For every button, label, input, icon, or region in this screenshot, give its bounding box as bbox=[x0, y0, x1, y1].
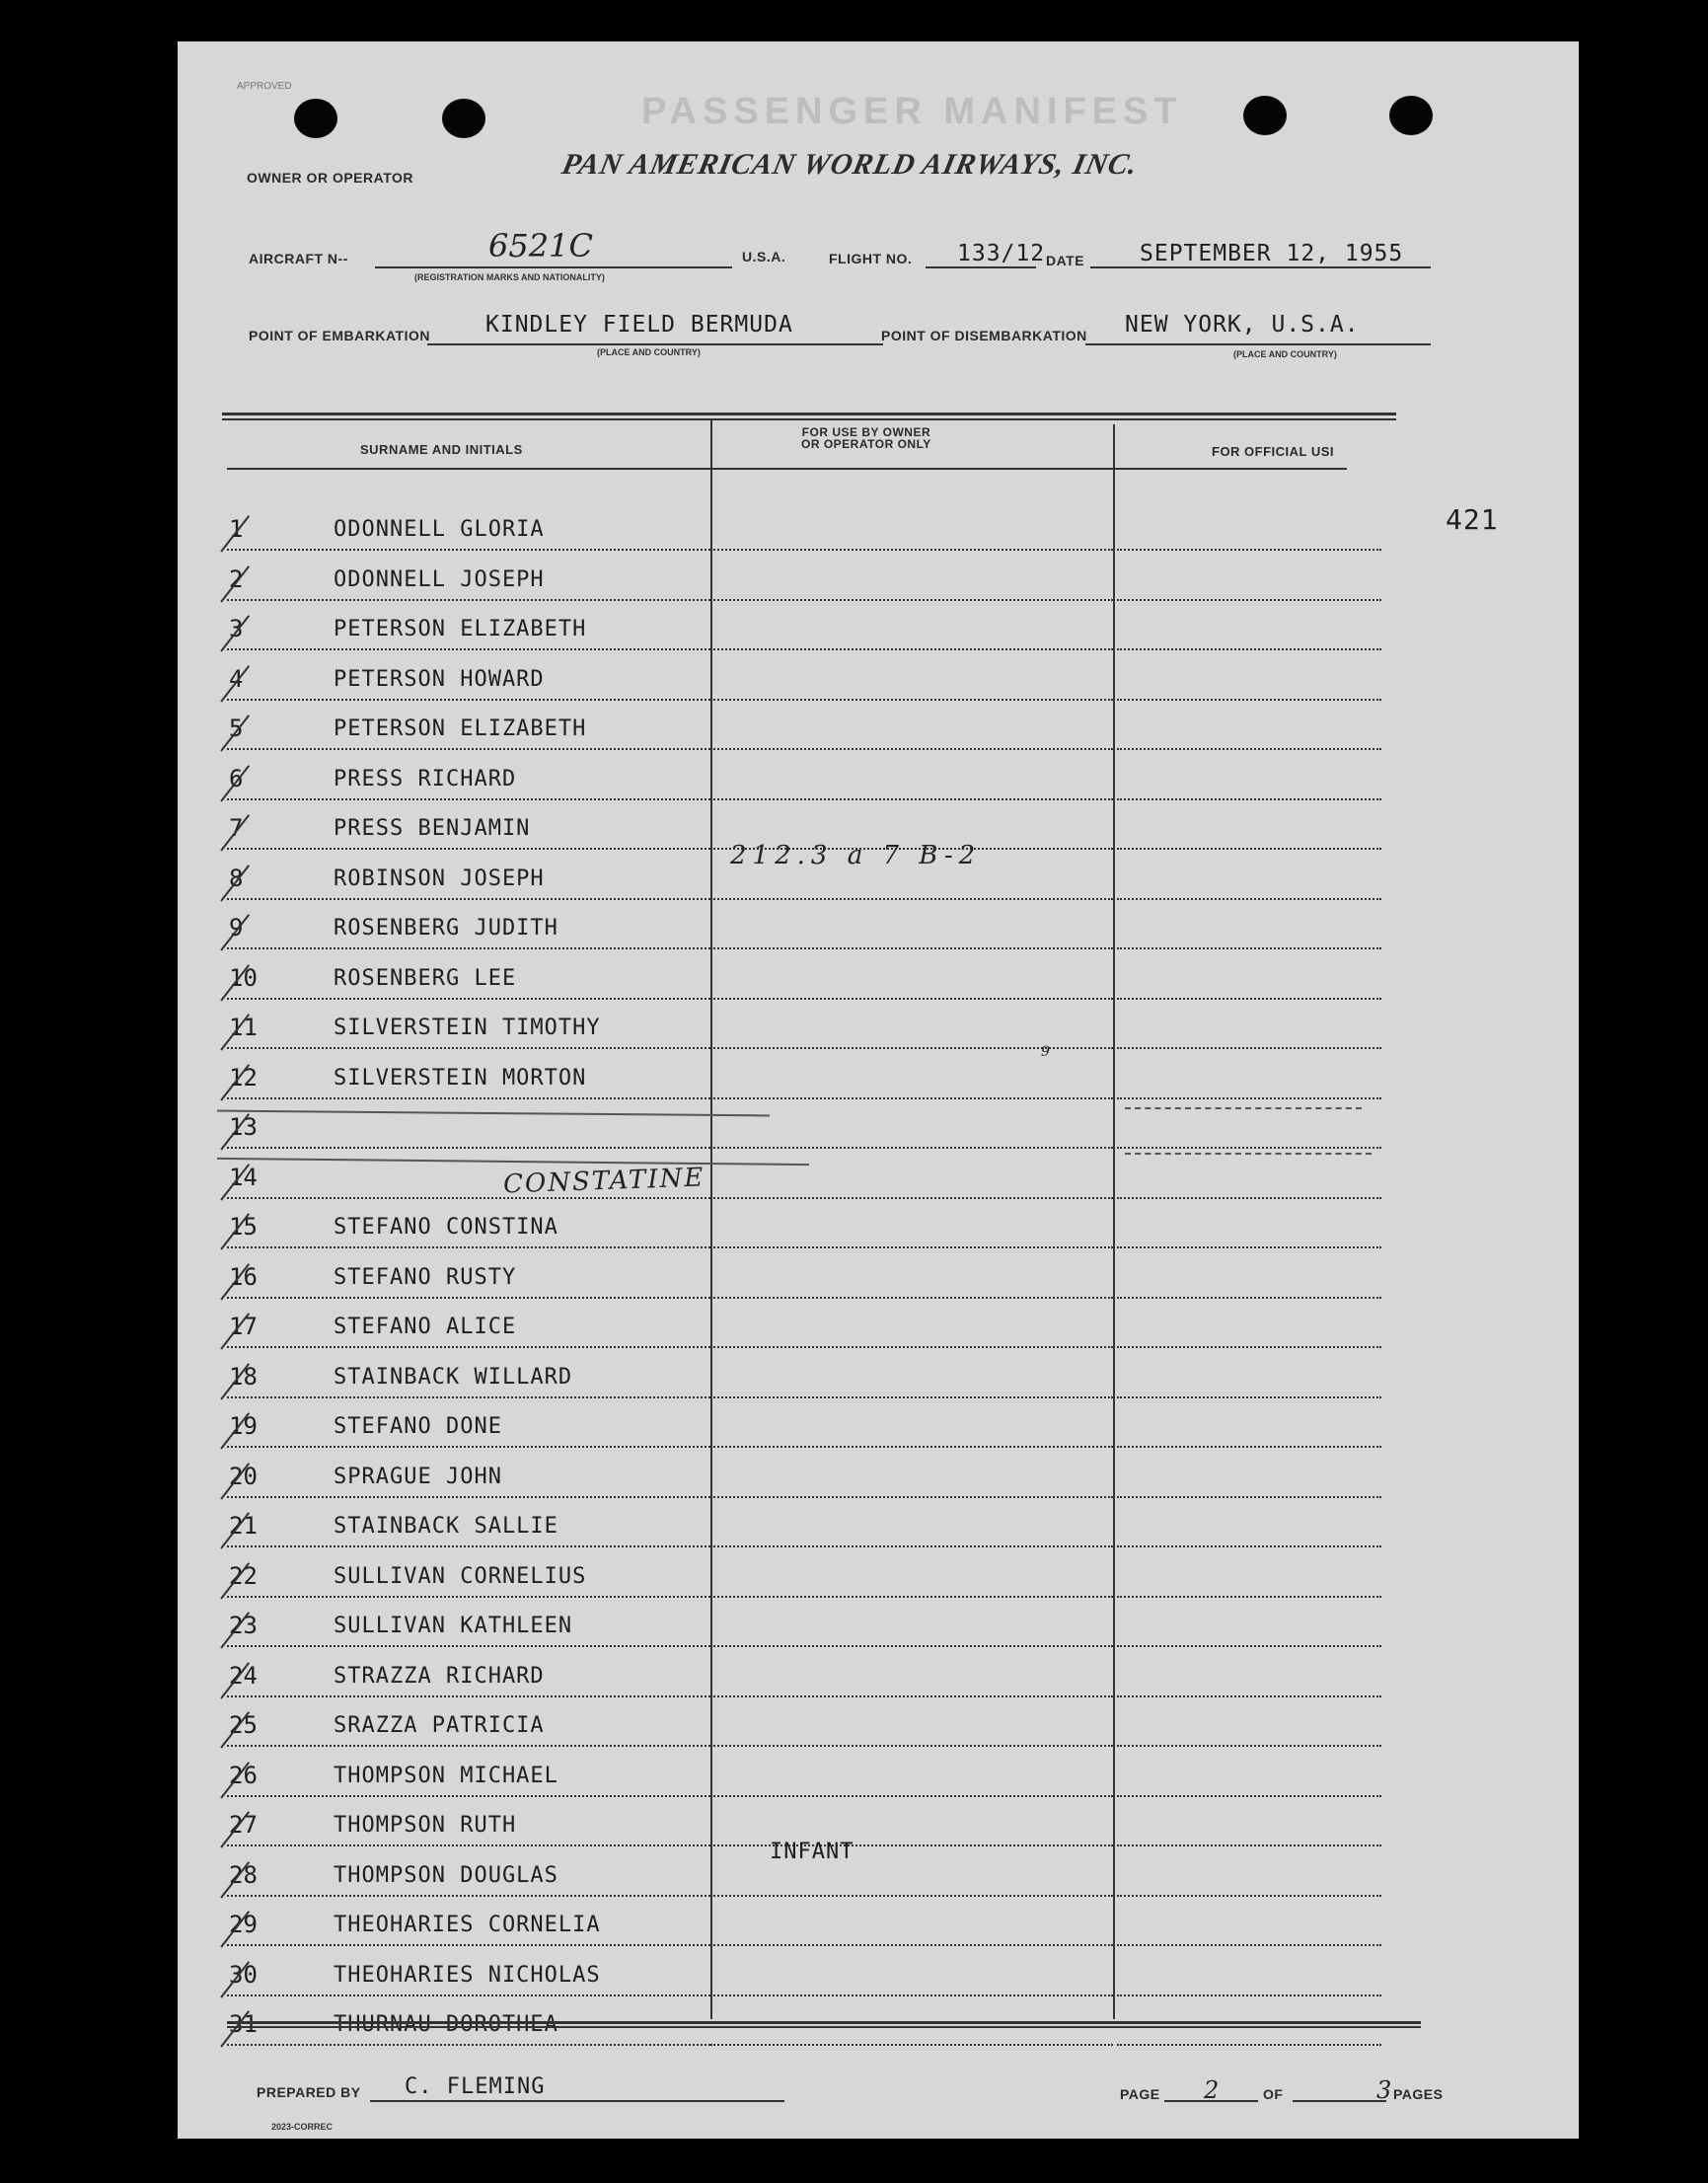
row-rule bbox=[227, 2044, 710, 2046]
row-number: 18 bbox=[229, 1362, 258, 1391]
row-rule bbox=[227, 699, 710, 701]
row-number: 16 bbox=[229, 1262, 258, 1291]
row-number: 24 bbox=[229, 1661, 258, 1690]
row-rule bbox=[227, 1695, 710, 1697]
manifest-page bbox=[178, 41, 1579, 2139]
row-rule bbox=[227, 1297, 710, 1299]
passenger-name: SILVERSTEIN MORTON bbox=[334, 1065, 587, 1091]
column-header-owner-use: FOR USE BY OWNER OR OPERATOR ONLY bbox=[801, 425, 931, 451]
row-rule bbox=[710, 1895, 1113, 1897]
row-rule bbox=[227, 1197, 710, 1199]
row-rule bbox=[710, 1147, 1113, 1149]
passenger-name: THEOHARIES NICHOLAS bbox=[334, 1962, 601, 1988]
row-rule bbox=[710, 648, 1113, 650]
date-value: SEPTEMBER 12, 1955 bbox=[1140, 241, 1404, 266]
strike-line bbox=[1125, 1107, 1362, 1109]
row-rule bbox=[1117, 1695, 1381, 1697]
column-separator bbox=[1113, 424, 1115, 2019]
passenger-name: ROSENBERG JUDITH bbox=[334, 916, 558, 941]
row-rule bbox=[227, 1097, 710, 1099]
passenger-name: SPRAGUE JOHN bbox=[334, 1464, 502, 1489]
row8-owner-note: 212.3 a 7 B-2 bbox=[730, 841, 982, 870]
row-rule bbox=[1117, 947, 1381, 949]
row-rule bbox=[1117, 1745, 1381, 1747]
flight-value: 133/12 bbox=[957, 241, 1046, 266]
row-rule bbox=[227, 1645, 710, 1647]
of-value: 3 bbox=[1376, 2076, 1392, 2104]
page-value: 2 bbox=[1204, 2076, 1220, 2104]
row-number: 7 bbox=[229, 814, 244, 842]
row-rule bbox=[710, 798, 1113, 800]
row-rule bbox=[227, 599, 710, 601]
row-rule bbox=[1117, 1246, 1381, 1248]
passenger-name: STEFANO RUSTY bbox=[334, 1264, 517, 1290]
passenger-name: ROSENBERG LEE bbox=[334, 965, 517, 991]
row-rule bbox=[1117, 748, 1381, 750]
row-rule bbox=[710, 599, 1113, 601]
table-bottom-rule bbox=[227, 2021, 1421, 2024]
row-rule bbox=[227, 898, 710, 900]
row-rule bbox=[710, 998, 1113, 1000]
manifest-title: PASSENGER MANIFEST bbox=[641, 91, 1183, 132]
row-rule bbox=[710, 1545, 1113, 1547]
row-rule bbox=[227, 1396, 710, 1398]
disembark-line bbox=[1085, 343, 1431, 345]
row-rule bbox=[227, 1844, 710, 1846]
row-rule bbox=[227, 1596, 710, 1598]
row-number: 10 bbox=[229, 963, 258, 992]
row-number: 19 bbox=[229, 1412, 258, 1440]
row-rule bbox=[227, 1147, 710, 1149]
passenger-name: PRESS RICHARD bbox=[334, 766, 517, 791]
strike-line bbox=[217, 1158, 809, 1166]
row-number: 15 bbox=[229, 1213, 258, 1241]
passenger-name: SULLIVAN KATHLEEN bbox=[334, 1614, 573, 1638]
row-rule bbox=[1117, 898, 1381, 900]
row-rule bbox=[227, 748, 710, 750]
passenger-name: SULLIVAN CORNELIUS bbox=[334, 1563, 587, 1589]
passenger-name: ROBINSON JOSEPH bbox=[334, 866, 545, 891]
passenger-name: PETERSON HOWARD bbox=[334, 666, 545, 692]
row-rule bbox=[1117, 1596, 1381, 1598]
row-rule bbox=[1117, 1645, 1381, 1647]
row-rule bbox=[1117, 848, 1381, 850]
passenger-name: ODONNELL GLORIA bbox=[334, 517, 545, 542]
passenger-name: STEFANO ALICE bbox=[334, 1315, 517, 1339]
column-separator bbox=[710, 420, 712, 2019]
row-number: 25 bbox=[229, 1711, 258, 1739]
airline-name: PAN AMERICAN WORLD AIRWAYS, INC. bbox=[558, 148, 1142, 181]
row-rule bbox=[710, 1795, 1113, 1797]
page-label: PAGE bbox=[1120, 2086, 1160, 2102]
row-rule bbox=[227, 648, 710, 650]
flight-line bbox=[926, 266, 1036, 268]
row-rule bbox=[710, 2044, 1113, 2046]
of-label: OF bbox=[1263, 2086, 1284, 2102]
row-number: 27 bbox=[229, 1811, 258, 1839]
row-number: 6 bbox=[229, 764, 244, 792]
row-rule bbox=[227, 549, 710, 551]
row-rule bbox=[710, 1246, 1113, 1248]
row-rule bbox=[1117, 1995, 1381, 1996]
row-rule bbox=[227, 998, 710, 1000]
row-rule bbox=[227, 1246, 710, 1248]
row-rule bbox=[1117, 1346, 1381, 1348]
row-number: 3 bbox=[229, 615, 244, 642]
row-rule bbox=[1117, 1944, 1381, 1946]
row-rule bbox=[710, 1097, 1113, 1099]
row-number: 1 bbox=[229, 515, 244, 543]
row-number: 28 bbox=[229, 1860, 258, 1889]
row-rule bbox=[710, 1995, 1113, 1996]
row-rule bbox=[227, 1895, 710, 1897]
table-bottom-rule bbox=[227, 2026, 1421, 2028]
disembark-caption: (PLACE AND COUNTRY) bbox=[1233, 349, 1337, 359]
row-rule bbox=[1117, 2044, 1381, 2046]
punch-hole bbox=[294, 99, 337, 138]
row-rule bbox=[710, 1197, 1113, 1199]
disembark-label: POINT OF DISEMBARKATION bbox=[881, 328, 1087, 343]
aircraft-line bbox=[375, 266, 732, 268]
row-rule bbox=[227, 1944, 710, 1946]
aircraft-label: AIRCRAFT N-- bbox=[249, 251, 348, 266]
passenger-name: THOMPSON MICHAEL bbox=[334, 1763, 558, 1788]
row-number: 14 bbox=[229, 1163, 258, 1191]
row-rule bbox=[227, 1545, 710, 1547]
prepared-line bbox=[370, 2100, 784, 2102]
row-rule bbox=[227, 1745, 710, 1747]
passenger-name: STAINBACK WILLARD bbox=[334, 1364, 573, 1390]
row-rule bbox=[710, 699, 1113, 701]
row-rule bbox=[710, 947, 1113, 949]
row-rule bbox=[227, 1795, 710, 1797]
passenger-name: THEOHARIES CORNELIA bbox=[334, 1913, 601, 1937]
approved-stamp bbox=[237, 81, 292, 92]
header-rule bbox=[227, 468, 1347, 470]
of-line bbox=[1293, 2100, 1386, 2102]
punch-hole bbox=[442, 99, 485, 138]
passenger-name: PETERSON ELIZABETH bbox=[334, 716, 587, 741]
row-rule bbox=[1117, 1097, 1381, 1099]
row-number: 2 bbox=[229, 565, 244, 593]
row-number: 12 bbox=[229, 1063, 258, 1092]
row-number: 26 bbox=[229, 1761, 258, 1789]
pages-label: PAGES bbox=[1393, 2086, 1444, 2102]
row-rule bbox=[227, 1047, 710, 1049]
row-rule bbox=[1117, 1446, 1381, 1448]
row-rule bbox=[1117, 1795, 1381, 1797]
row-rule bbox=[1117, 1895, 1381, 1897]
passenger-name: SILVERSTEIN TIMOTHY bbox=[334, 1016, 601, 1040]
passenger-name: STEFANO DONE bbox=[334, 1414, 502, 1439]
row12-owner-note: 9 bbox=[1041, 1044, 1050, 1060]
embark-line bbox=[427, 343, 883, 345]
stamp-text: APPROVED bbox=[237, 81, 292, 92]
passenger-name: STRAZZA RICHARD bbox=[334, 1663, 545, 1689]
row-rule bbox=[1117, 1147, 1381, 1149]
row-number: 17 bbox=[229, 1313, 258, 1340]
row-rule bbox=[710, 1346, 1113, 1348]
row-rule bbox=[227, 947, 710, 949]
margin-number: 421 bbox=[1446, 503, 1499, 536]
row-rule bbox=[1117, 599, 1381, 601]
row-rule bbox=[227, 1496, 710, 1498]
row-rule bbox=[1117, 1396, 1381, 1398]
row-rule bbox=[710, 748, 1113, 750]
row-rule bbox=[1117, 549, 1381, 551]
row-rule bbox=[710, 1047, 1113, 1049]
strike-line bbox=[1125, 1153, 1372, 1155]
passenger-name: STAINBACK SALLIE bbox=[334, 1514, 558, 1539]
passenger-name: SRAZZA PATRICIA bbox=[334, 1713, 545, 1738]
row-number: 13 bbox=[229, 1113, 258, 1141]
row-rule bbox=[710, 1695, 1113, 1697]
passenger-name: THURNAU DOROTHEA bbox=[334, 2012, 558, 2037]
prepared-label: PREPARED BY bbox=[257, 2084, 361, 2100]
row-rule bbox=[1117, 998, 1381, 1000]
date-label: DATE bbox=[1046, 253, 1085, 268]
row-rule bbox=[227, 1446, 710, 1448]
row15-handwritten-name: CONSTATINE bbox=[502, 1163, 705, 1200]
aircraft-caption: (REGISTRATION MARKS AND NATIONALITY) bbox=[414, 272, 605, 282]
owner-label: OWNER OR OPERATOR bbox=[247, 170, 413, 186]
row-rule bbox=[710, 1496, 1113, 1498]
row-number: 21 bbox=[229, 1512, 258, 1540]
row-number: 9 bbox=[229, 914, 244, 941]
row-number: 22 bbox=[229, 1561, 258, 1590]
row-rule bbox=[710, 1446, 1113, 1448]
passenger-name: THOMPSON RUTH bbox=[334, 1813, 517, 1838]
punch-hole bbox=[1389, 96, 1433, 135]
row-number: 30 bbox=[229, 1960, 258, 1989]
row-rule bbox=[710, 1297, 1113, 1299]
passenger-name: ODONNELL JOSEPH bbox=[334, 566, 545, 592]
strike-line bbox=[217, 1110, 770, 1117]
row-number: 11 bbox=[229, 1014, 258, 1041]
row-number: 31 bbox=[229, 2010, 258, 2038]
punch-hole bbox=[1243, 96, 1287, 135]
row-rule bbox=[710, 549, 1113, 551]
table-top-rule bbox=[222, 413, 1396, 415]
row-rule bbox=[710, 1645, 1113, 1647]
date-line bbox=[1090, 266, 1431, 268]
row-rule bbox=[1117, 1197, 1381, 1199]
passenger-name: THOMPSON DOUGLAS bbox=[334, 1862, 558, 1888]
row-rule bbox=[1117, 798, 1381, 800]
disembark-value: NEW YORK, U.S.A. bbox=[1125, 312, 1360, 338]
table-top-rule bbox=[222, 418, 1396, 420]
row-rule bbox=[227, 798, 710, 800]
row-rule bbox=[227, 1346, 710, 1348]
row-rule bbox=[1117, 1844, 1381, 1846]
row-number: 20 bbox=[229, 1462, 258, 1490]
row-number: 29 bbox=[229, 1911, 258, 1938]
embark-value: KINDLEY FIELD BERMUDA bbox=[485, 312, 793, 338]
flight-label: FLIGHT NO. bbox=[829, 251, 913, 266]
row-rule bbox=[1117, 648, 1381, 650]
row-number: 4 bbox=[229, 664, 244, 693]
row-rule bbox=[710, 1596, 1113, 1598]
aircraft-value: 6521C bbox=[488, 227, 593, 264]
passenger-name: STEFANO CONSTINA bbox=[334, 1215, 558, 1240]
row-rule bbox=[1117, 1496, 1381, 1498]
row-number: 5 bbox=[229, 715, 244, 742]
row-rule bbox=[1117, 1297, 1381, 1299]
row-rule bbox=[1117, 1545, 1381, 1547]
row-rule bbox=[1117, 699, 1381, 701]
row-rule bbox=[227, 1995, 710, 1996]
passenger-name: PRESS BENJAMIN bbox=[334, 816, 531, 841]
form-code: 2023-CORREC bbox=[271, 2122, 334, 2132]
prepared-value: C. FLEMING bbox=[405, 2074, 546, 2099]
column-header-surname: SURNAME AND INITIALS bbox=[360, 442, 523, 457]
row-rule bbox=[710, 1944, 1113, 1946]
embark-caption: (PLACE AND COUNTRY) bbox=[597, 347, 701, 357]
row-number: 8 bbox=[229, 864, 244, 892]
row-rule bbox=[710, 1396, 1113, 1398]
usa-label: U.S.A. bbox=[742, 249, 786, 264]
embark-label: POINT OF EMBARKATION bbox=[249, 328, 430, 343]
row28-owner-note: INFANT bbox=[770, 1840, 854, 1864]
row-rule bbox=[710, 1745, 1113, 1747]
row-rule bbox=[1117, 1047, 1381, 1049]
row-rule bbox=[227, 848, 710, 850]
row-number: 23 bbox=[229, 1612, 258, 1639]
column-header-official-use: FOR OFFICIAL USI bbox=[1212, 444, 1335, 459]
passenger-name: PETERSON ELIZABETH bbox=[334, 617, 587, 641]
row-rule bbox=[710, 898, 1113, 900]
